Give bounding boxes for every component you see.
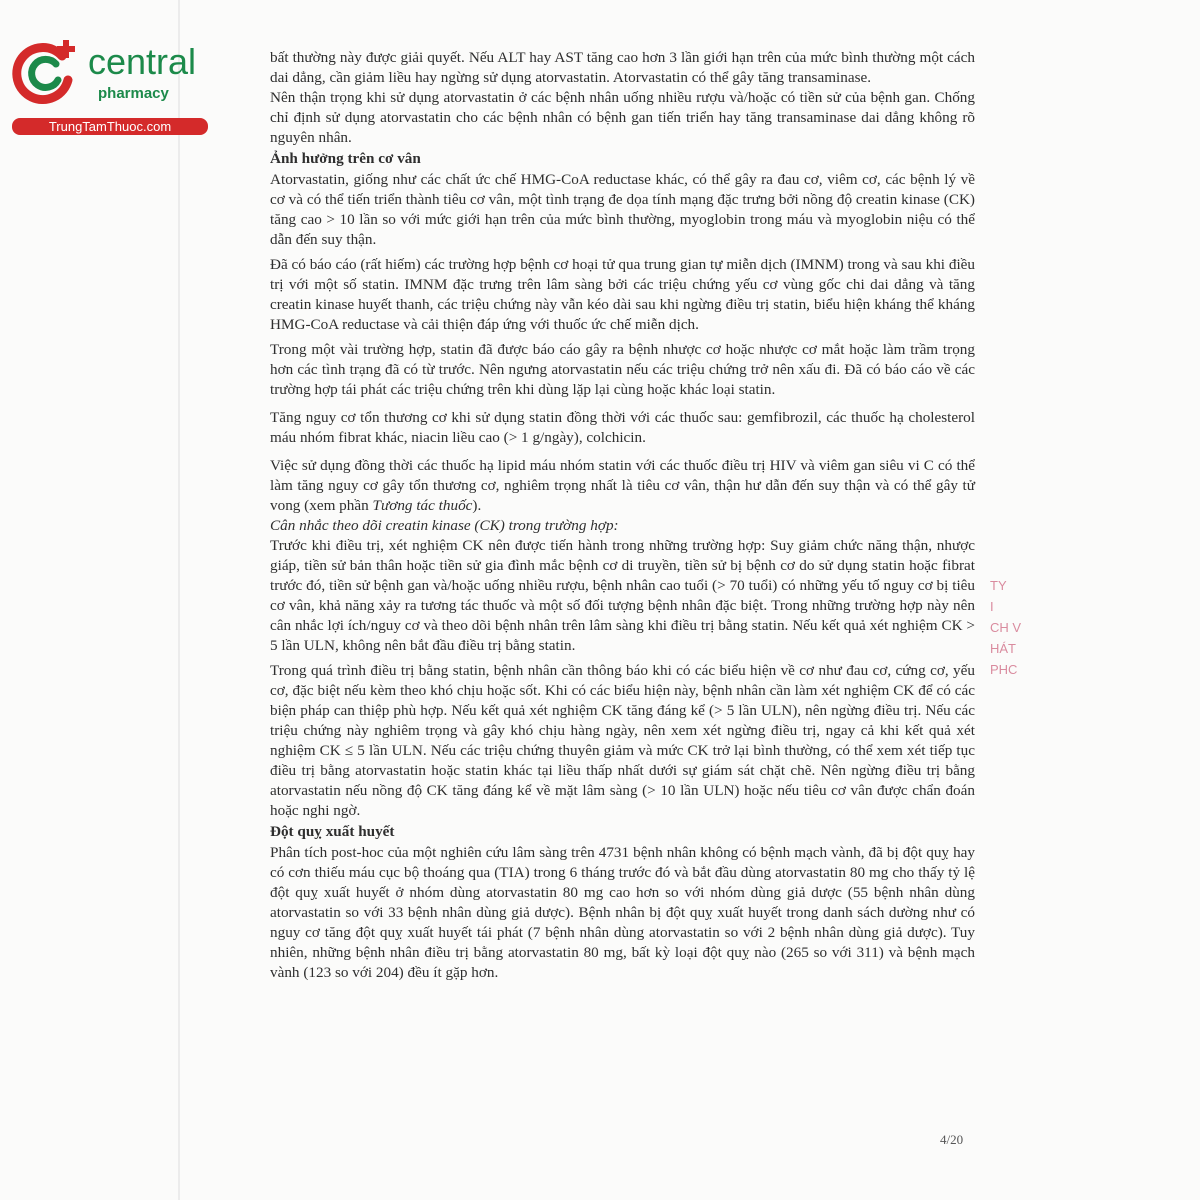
page-number: 4/20 [940,1132,964,1147]
stamp-fragment [990,575,1030,725]
central-pharmacy-logo[interactable] [10,36,215,136]
section-heading-stroke: Đột quỵ xuất huyết [270,823,395,840]
paragraph: bất thường này được giải quyết. Nếu ALT hay AST tăng cao hơn 3 lần giới hạn trên của mức bình thường một cách dai dẳng, cần giảm liều hay ngừng sử dụng atorvastatin. Atorvastatin có thể gây tăng transaminase. [270,49,975,86]
paragraph-text: ). [472,497,482,514]
stamp-text: CH V [990,620,1022,635]
paragraph: Đã có báo cáo (rất hiếm) các trường hợp bệnh cơ hoại tử qua trung gian tự miễn dịch (IMNM) trong và sau khi điều trị với một số statin. IMNM đặc trưng trên lâm sàng bởi các triệu chứng yếu cơ vùng gốc chi dai dẳng và tăng creatin kinase huyết thanh, các triệu chứng này vẫn kéo dài sau khi ngừng điều trị statin, biểu hiện kháng thể kháng HMG-CoA reductase và cải thiện đáp ứng với thuốc ức chế miễn dịch. [270,256,975,333]
paragraph: Tăng nguy cơ tổn thương cơ khi sử dụng statin đồng thời với các thuốc sau: gemfibrozil, các thuốc hạ cholesterol máu nhóm fibrat khác, niacin liều cao (> 1 g/ngày), colchicin. [270,409,975,446]
stamp-text: HÁT [990,641,1016,656]
subheading-ck-monitoring: Cân nhắc theo dõi creatin kinase (CK) trong trường hợp: [270,517,619,534]
paragraph: Trong quá trình điều trị bằng statin, bệnh nhân cần thông báo khi có các biểu hiện về cơ như đau cơ, cứng cơ, yếu cơ, đặc biệt nếu kèm theo khó chịu hoặc sốt. Khi có các biểu hiện này, bệnh nhân cần làm xét nghiệm CK để có các biện pháp can thiệp phù hợp. Nếu kết quả xét nghiệm CK tăng đáng kể (> 5 lần ULN), nên ngừng điều trị. Nếu các triệu chứng này nghiêm trọng và gây khó chịu hàng ngày, nên xem xét ngừng điều trị, ngay cả khi kết quả xét nghiệm CK ≤ 5 lần ULN. Nếu các triệu chứng thuyên giảm và mức CK trở lại bình thường, có thể xem xét tiếp tục điều trị bằng atorvastatin hoặc statin khác tại liều thấp nhất dưới sự giám sát chặt chẽ. Nên ngừng điều trị bằng atorvastatin nếu nồng độ CK tăng đáng kể về mặt lâm sàng (> 10 lần ULN) hoặc nếu tiêu cơ vân được chẩn đoán hoặc nghi ngờ. [270,662,975,819]
paragraph: Phân tích post-hoc của một nghiên cứu lâm sàng trên 4731 bệnh nhân không có bệnh mạch vành, đã bị đột quỵ hay có cơn thiếu máu cục bộ thoáng qua (TIA) trong 6 tháng trước đó và bắt đầu dùng atorvastatin 80 mg cho thấy tỷ lệ đột quỵ xuất huyết ở nhóm dùng atorvastatin 80 mg cao hơn so với nhóm dùng giả dược (55 bệnh nhân dùng atorvastatin so với 33 bệnh nhân dùng giả dược). Bệnh nhân bị đột quỵ xuất huyết trong danh sách dường như có nguy cơ tăng đột quỵ xuất huyết tái phát (7 bệnh nhân dùng atorvastatin so với 2 bệnh nhân dùng giả dược). Tuy nhiên, những bệnh nhân điều trị bằng atorvastatin 80 mg, bất kỳ loại đột quỵ nào (265 so với 311) và bệnh mạch vành (123 so với 204) đều ít gặp hơn. [270,844,975,981]
section-heading-muscle: Ảnh hưởng trên cơ vân [270,150,421,167]
paragraph: Trước khi điều trị, xét nghiệm CK nên được tiến hành trong những trường hợp: Suy giảm chức năng thận, nhược giáp, tiền sử bản thân hoặc tiền sử gia đình mắc bệnh cơ di truyền, tiền sử bị bệnh cơ do sử dụng statin hoặc fibrat trước đó, tiền sử bệnh gan và/hoặc uống nhiều rượu, bệnh nhân cao tuổi (> 70 tuổi) có những yếu tố nguy cơ bị tiêu cơ vân, khả năng xảy ra tương tác thuốc và một số đối tượng bệnh nhân đặc biệt. Trong những trường hợp này nên cân nhắc lợi ích/nguy cơ và theo dõi bệnh nhân trên lâm sàng khi điều trị bằng statin. Nếu kết quả xét nghiệm CK > 5 lần ULN, không nên bắt đầu điều trị bằng statin. [270,537,975,654]
paragraph: Atorvastatin, giống như các chất ức chế HMG-CoA reductase khác, có thể gây ra đau cơ, viêm cơ, các bệnh lý về cơ và có thể tiến triển thành tiêu cơ vân, một tình trạng đe dọa tính mạng đặc trưng bởi nồng độ creatin kinase (CK) tăng cao > 10 lần so với mức giới hạn trên của mức bình thường, myoglobin trong máu và myoglobin niệu có thể dẫn đến suy thận. [270,171,975,248]
logo-subtitle: pharmacy [98,85,169,102]
paragraph-text: Việc sử dụng đồng thời các thuốc hạ lipid máu nhóm statin với các thuốc điều trị HIV và viêm gan siêu vi C có thể làm tăng nguy cơ gây tổn thương cơ, nghiêm trọng nhất là tiêu cơ vân, thận hư dẫn đến suy thận và có thể gây tử vong (xem phần [270,457,975,514]
central-logo-icon [10,36,82,108]
cross-reference: Tương tác thuốc [372,497,473,514]
logo-name: central [88,41,197,82]
document-body [270,48,975,983]
paragraph: Nên thận trọng khi sử dụng atorvastatin ở các bệnh nhân uống nhiều rượu và/hoặc có tiền sử của bệnh gan. Chống chỉ định sử dụng atorvastatin cho các bệnh nhân có bệnh gan tiến triển hay tăng transaminase dai dẳng không rõ nguyên nhân. [270,89,975,146]
stamp-text: I [990,599,994,614]
stamp-text: TY [990,578,1007,593]
stamp-text: PHC [990,662,1018,677]
paragraph: Trong một vài trường hợp, statin đã được báo cáo gây ra bệnh nhược cơ hoặc nhược cơ mắt hoặc làm trầm trọng hơn các tình trạng đã có từ trước. Nên ngưng atorvastatin nếu các triệu chứng trở nên xấu đi. Đã có báo cáo về các trường hợp tái phát các triệu chứng trên khi dùng lặp lại cùng hoặc khác loại statin. [270,341,975,398]
paragraph [270,456,975,516]
logo-url-badge: TrungTamThuoc.com [12,118,208,135]
page-edge [178,0,180,1200]
